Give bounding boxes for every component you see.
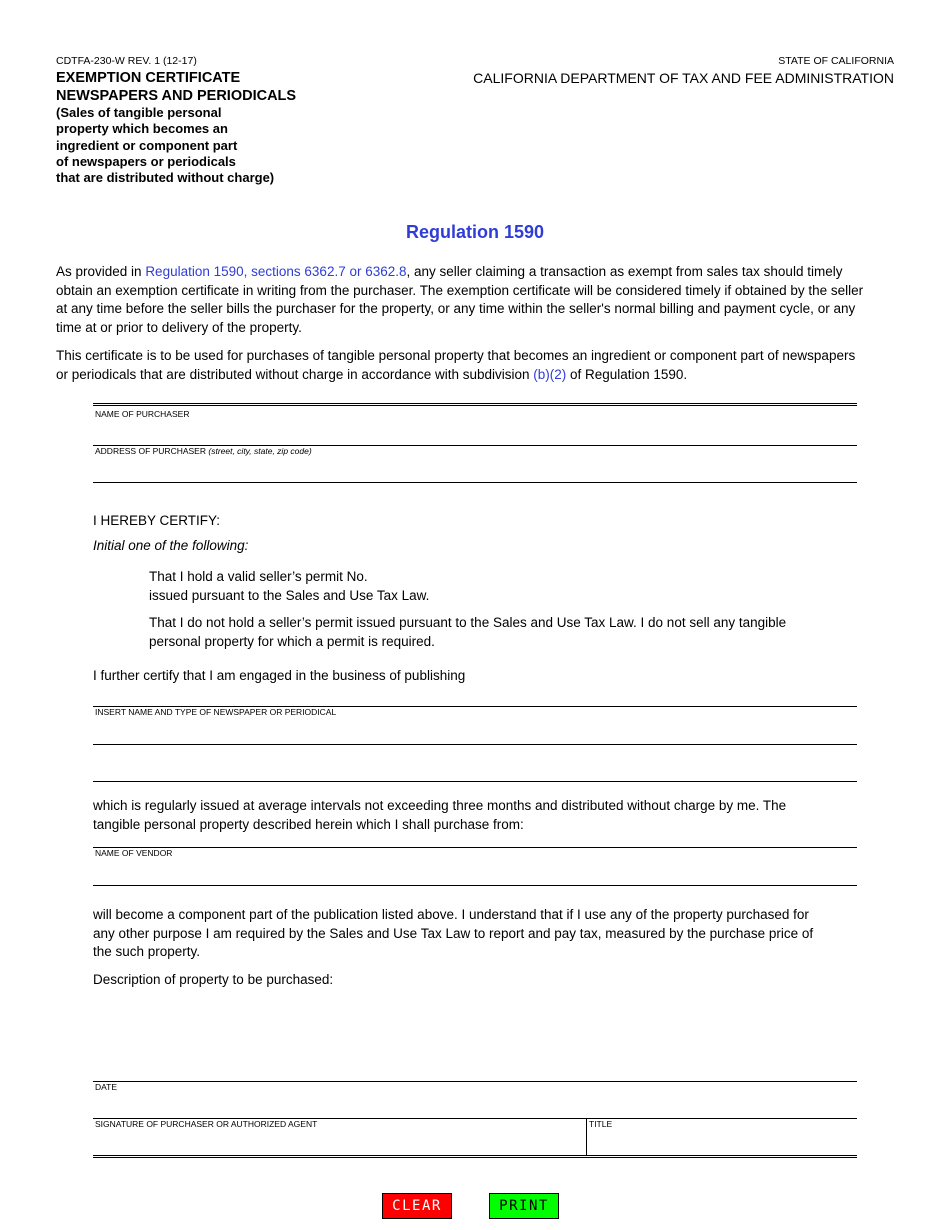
purchaser-address-label-text: ADDRESS OF PURCHASER bbox=[95, 446, 206, 456]
seller-permit-number-input[interactable] bbox=[384, 568, 644, 586]
option-2-text bbox=[149, 614, 786, 651]
signature-label: SIGNATURE OF PURCHASER OR AUTHORIZED AGENT bbox=[95, 1119, 318, 1129]
intro-line-3: at any time before the seller bills the purchaser for the property, or any time within the seller's normal billing and payment cycle, or any bbox=[56, 301, 856, 316]
issued-line-1: which is regularly issued at average intervals not exceeding three months and distributed without charge by me. The bbox=[93, 798, 787, 813]
date-top-line bbox=[93, 1081, 857, 1082]
subtitle-line: (Sales of tangible personal bbox=[56, 105, 222, 120]
intro-paragraph bbox=[56, 263, 896, 337]
title-label: TITLE bbox=[589, 1119, 613, 1129]
purchaser-address-line bbox=[93, 482, 857, 483]
component-line-2: any other purpose I am required by the Sales and Use Tax Law to report and pay tax, measured by the purchase price of bbox=[93, 925, 814, 941]
form-title bbox=[56, 69, 296, 105]
print-button[interactable]: PRINT bbox=[489, 1193, 559, 1219]
publication-name-input[interactable] bbox=[93, 718, 857, 780]
usage-line-1: This certificate is to be used for purchases of tangible personal property that becomes an ingredient or component part of newspapers bbox=[56, 348, 856, 363]
usage-line-2 bbox=[56, 366, 896, 385]
vendor-top-line bbox=[93, 847, 857, 848]
section-divider bbox=[93, 403, 857, 406]
option-2-line-2: personal property for which a permit is required. bbox=[149, 633, 435, 649]
usage-line-2-suffix: of Regulation 1590. bbox=[566, 366, 688, 382]
further-certify-text: I further certify that I am engaged in the business of publishing bbox=[93, 668, 466, 683]
intro-line-1 bbox=[56, 263, 896, 282]
usage-line-2-prefix: or periodicals that are distributed without charge in accordance with subdivision bbox=[56, 366, 534, 382]
form-id: CDTFA-230-W REV. 1 (12-17) bbox=[56, 55, 197, 67]
intro-line-1-rest: , any seller claiming a transaction as exempt from sales tax should timely bbox=[406, 264, 843, 279]
intro-prefix: As provided in bbox=[56, 264, 146, 279]
form-title-line-2: NEWSPAPERS AND PERIODICALS bbox=[56, 88, 297, 104]
state-label: STATE OF CALIFORNIA bbox=[778, 55, 894, 67]
signature-title-divider bbox=[586, 1119, 587, 1156]
option-1-initial-input[interactable] bbox=[93, 568, 143, 604]
regulation-heading[interactable]: Regulation 1590 bbox=[405, 222, 545, 242]
publication-name-label: INSERT NAME AND TYPE OF NEWSPAPER OR PERIODICAL bbox=[95, 707, 337, 717]
certify-heading: I HEREBY CERTIFY: bbox=[93, 513, 221, 528]
signature-input[interactable] bbox=[93, 1130, 583, 1154]
department-name: CALIFORNIA DEPARTMENT OF TAX AND FEE ADMINISTRATION bbox=[473, 70, 894, 86]
usage-paragraph bbox=[56, 347, 896, 384]
intro-line-2: obtain an exemption certificate in writing from the purchaser. The exemption certificate will be considered timely if obtained by the seller bbox=[56, 282, 864, 298]
purchaser-name-input[interactable] bbox=[93, 420, 857, 444]
date-input[interactable] bbox=[93, 1093, 857, 1117]
option-2-initial-input[interactable] bbox=[93, 614, 143, 650]
description-input[interactable] bbox=[93, 992, 857, 1078]
subtitle-line: that are distributed without charge) bbox=[56, 170, 275, 186]
option-1-line-2: issued pursuant to the Sales and Use Tax Law. bbox=[149, 587, 430, 603]
intro-line-4: time at or prior to delivery of the property. bbox=[56, 319, 302, 335]
form-title-line-1: EXEMPTION CERTIFICATE bbox=[56, 70, 241, 86]
form-subtitle bbox=[56, 105, 274, 186]
component-line-1: will become a component part of the publication listed above. I understand that if I use any of the property purchased for bbox=[93, 907, 809, 922]
clear-button[interactable]: CLEAR bbox=[382, 1193, 452, 1219]
purchaser-address-hint: (street, city, state, zip code) bbox=[208, 446, 312, 456]
vendor-name-input[interactable] bbox=[93, 859, 857, 884]
subtitle-line: ingredient or component part bbox=[56, 137, 238, 153]
date-label: DATE bbox=[95, 1082, 118, 1092]
regulation-sections-link[interactable]: Regulation 1590, sections 6362.7 or 6362.8 bbox=[145, 264, 407, 279]
signature-bottom-line bbox=[93, 1155, 857, 1158]
certify-instruction: Initial one of the following: bbox=[93, 538, 249, 553]
vendor-bottom-line bbox=[93, 885, 857, 886]
title-input[interactable] bbox=[589, 1130, 855, 1154]
publication-line-3 bbox=[93, 781, 857, 782]
option-1-line-1: That I hold a valid seller’s permit No. bbox=[149, 569, 368, 584]
publication-line-2 bbox=[93, 744, 857, 745]
vendor-name-label: NAME OF VENDOR bbox=[95, 848, 173, 858]
component-line-3: the such property. bbox=[93, 944, 201, 959]
purchaser-address-input[interactable] bbox=[93, 457, 857, 481]
issued-line-2: tangible personal property described herein which I shall purchase from: bbox=[93, 816, 524, 832]
subdivision-link[interactable]: (b)(2) bbox=[533, 366, 567, 382]
subtitle-line: property which becomes an bbox=[56, 121, 228, 137]
purchaser-name-label: NAME OF PURCHASER bbox=[95, 409, 190, 419]
subtitle-line: of newspapers or periodicals bbox=[56, 153, 236, 169]
component-paragraph bbox=[93, 906, 853, 962]
option-2-line-1: That I do not hold a seller’s permit issued pursuant to the Sales and Use Tax Law. I do not sell any tangible bbox=[149, 615, 787, 630]
issued-paragraph bbox=[93, 797, 853, 834]
description-label: Description of property to be purchased: bbox=[93, 972, 334, 987]
purchaser-address-label bbox=[95, 446, 312, 456]
